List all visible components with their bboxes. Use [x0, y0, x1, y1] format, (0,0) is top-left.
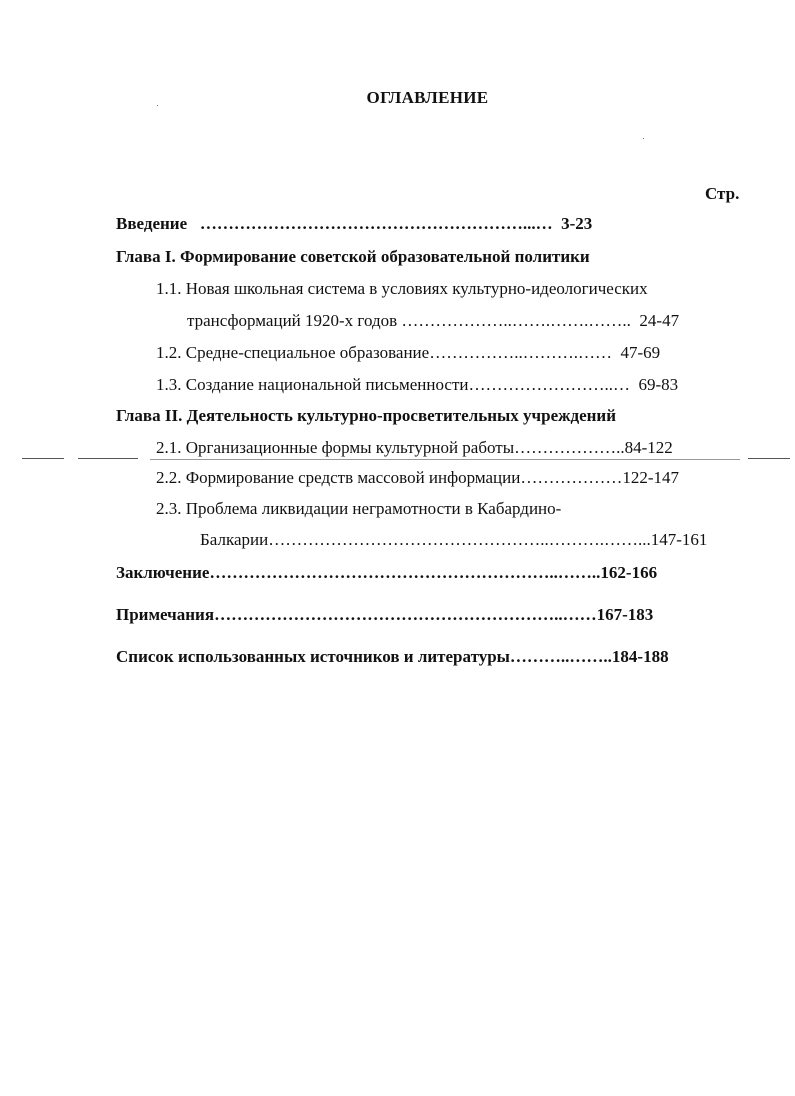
toc-entry-pages: 147-161 — [650, 530, 708, 549]
toc-entry-text: Введение — [116, 214, 188, 233]
toc-leader-dots: …………………………………………..……….……... — [268, 530, 651, 549]
toc-entry-text: трансформаций 1920-х годов — [187, 311, 398, 330]
toc-entry-text: 2.2. Формирование средств массовой информации — [156, 468, 521, 487]
toc-entry-text: 2.3. Проблема ликвидации неграмотности в Кабардино- — [156, 499, 562, 518]
toc-section-2-3-cont — [200, 530, 707, 550]
toc-entry-introduction — [116, 214, 592, 234]
toc-leader-dots: ……………… — [520, 468, 623, 487]
toc-entry-conclusion — [116, 563, 657, 583]
toc-entry-text: Примечания — [116, 605, 215, 624]
toc-leader-dots: ……………………………………………………..…… — [214, 605, 597, 624]
toc-entry-pages: 84-122 — [624, 438, 673, 457]
toc-chapter-2 — [116, 406, 616, 426]
toc-entry-pages: 3-23 — [561, 214, 593, 233]
toc-section-1-3 — [156, 375, 678, 395]
toc-leader-dots: ……………………..… — [468, 375, 630, 394]
toc-entry-text: Глава II. Деятельность культурно-просветительных учреждений — [116, 406, 616, 425]
toc-entry-notes — [116, 605, 653, 625]
page-title: ОГЛАВЛЕНИЕ — [366, 88, 489, 107]
toc-entry-text: 1.2. Средне-специальное образование — [156, 343, 430, 362]
toc-entry-text: Глава I. Формирование советской образовательной политики — [116, 247, 590, 266]
toc-leader-dots: ………..…….. — [509, 647, 612, 666]
toc-leader-dots: ……………….. — [514, 438, 625, 457]
toc-section-1-1 — [156, 279, 648, 299]
page-column-label: Стр. — [705, 184, 740, 203]
toc-entry-pages: 167-183 — [596, 605, 654, 624]
toc-entry-pages: 69-83 — [638, 375, 679, 394]
toc-leader-dots: ………………..…….…….…….. — [401, 311, 631, 330]
toc-entry-text: 1.1. Новая школьная система в условиях культурно-идеологических — [156, 279, 648, 298]
toc-entry-text: 1.3. Создание национальной письменности — [156, 375, 469, 394]
toc-leader-dots: ……………………………………………………..…….. — [209, 563, 601, 582]
scan-artifact-line — [748, 458, 790, 459]
toc-entry-pages: 162-166 — [600, 563, 658, 582]
toc-leader-dots: …………………………………………………...… — [199, 214, 553, 233]
toc-entry-text: Список использованных источников и литературы — [116, 647, 510, 666]
toc-entry-pages: 47-69 — [620, 343, 661, 362]
toc-entry-text: 2.1. Организационные формы культурной работы — [156, 438, 515, 457]
toc-entry-bibliography — [116, 647, 669, 667]
scan-artifact-line — [78, 458, 138, 459]
toc-entry-text: Заключение — [116, 563, 210, 582]
toc-section-2-1 — [156, 438, 673, 458]
toc-section-2-2 — [156, 468, 679, 488]
scan-speck — [643, 138, 644, 139]
scan-speck — [157, 105, 158, 106]
toc-section-2-3 — [156, 499, 561, 519]
toc-section-1-2 — [156, 343, 660, 363]
toc-chapter-1 — [116, 247, 590, 267]
toc-entry-pages: 122-147 — [622, 468, 680, 487]
scan-artifact-line — [22, 458, 64, 459]
toc-leader-dots: ……………..……….…… — [429, 343, 612, 362]
toc-entry-pages: 184-188 — [611, 647, 669, 666]
toc-entry-text: Балкарии — [200, 530, 269, 549]
toc-entry-pages: 24-47 — [639, 311, 680, 330]
toc-section-1-1-cont — [187, 311, 679, 331]
scan-artifact-line — [150, 459, 740, 460]
